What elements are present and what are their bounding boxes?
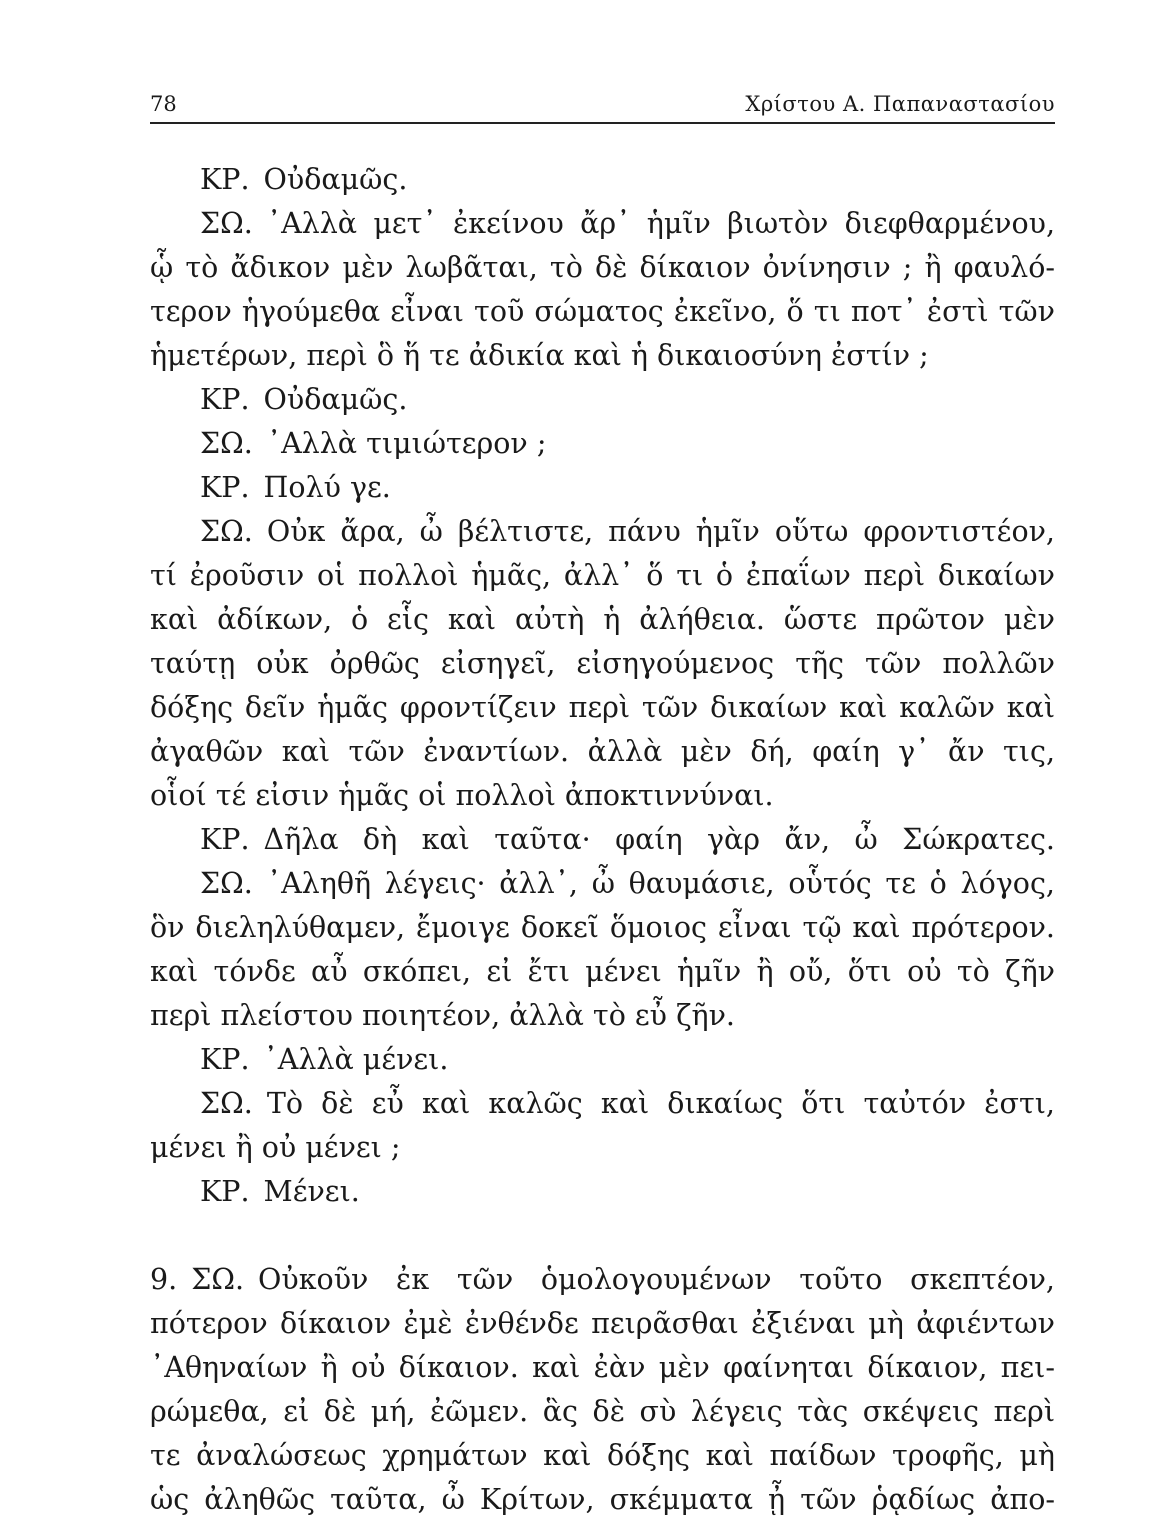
text-line: ρώμεθα, εἰ δὲ μή, ἐῶμεν. ἃς δὲ σὺ λέγεις τὰς σκέψεις περὶ [150,1395,1055,1428]
text-line: ὃν διεληλύθαμεν, ἔμοιγε δοκεῖ ὅμοιος εἶναι τῷ καὶ πρότερον. [150,911,1055,944]
speaker-label: ΚΡ. [200,1175,250,1208]
page-number: 78 [150,92,177,116]
speech-text: ᾿Αλλὰ μετ᾿ ἐκείνου ἄρ᾿ ἡμῖν βιωτὸν διεφθαρμένου, [266,207,1055,240]
text-line: ὡς ἀληθῶς ταῦτα, ὦ Κρίτων, σκέμματα ᾖ τῶν ῥᾳδίως ἀπο- [150,1483,1055,1516]
running-title: Χρίστου Α. Παπαναστασίου [745,92,1055,116]
speaker-label: ΚΡ. [200,471,250,504]
section-line [150,1258,1055,1302]
speaker-label: ΣΩ. [200,427,253,460]
speech-text: ᾿Αλλὰ μένει. [263,1043,449,1076]
dialogue-text [150,158,1055,1522]
speaker-label: ΣΩ. [200,1087,253,1120]
speaker-label: ΚΡ. [200,1043,250,1076]
speech-text: ᾿Αληθῆ λέγεις· ἀλλ᾿, ὦ θαυμάσιε, οὗτός τε ὁ λόγος, [266,867,1055,900]
speech-text: Οὐδαμῶς. [263,163,408,196]
speaker-label: ΣΩ. [200,515,253,548]
speech-text: Πολύ γε. [263,471,391,504]
text-line: τερον ἡγούμεθα εἶναι τοῦ σώματος ἐκεῖνο, ὅ τι ποτ᾿ ἐστὶ τῶν [150,295,1055,328]
text-line: ᾧ τὸ ἄδικον μὲν λωβᾶται, τὸ δὲ δίκαιον ὀνίνησιν ; ἢ φαυλό- [150,251,1055,284]
speaker-label: ΚΡ. [200,383,250,416]
speech-line [150,862,1055,906]
speech-line [150,510,1055,554]
text-line: ταύτῃ οὐκ ὀρθῶς εἰσηγεῖ, εἰσηγούμενος τῆς τῶν πολλῶν [150,647,1055,680]
text-line: καὶ τόνδε αὖ σκόπει, εἰ ἔτι μένει ἡμῖν ἢ οὔ, ὅτι οὐ τὸ ζῆν [150,955,1055,988]
speaker-label: ΣΩ. [200,207,253,240]
text-line: καὶ ἀδίκων, ὁ εἷς καὶ αὐτὴ ἡ ἀλήθεια. ὥστε πρῶτον μὲν [150,603,1055,636]
text-line: μένει ἢ οὐ μένει ; [150,1131,401,1164]
speech-line [150,158,1055,202]
speech-text: Οὐκοῦν ἐκ τῶν ὁμολογουμένων τοῦτο σκεπτέον, [258,1263,1055,1296]
speech-text: Οὐκ ἄρα, ὦ βέλτιστε, πάνυ ἡμῖν οὕτω φροντιστέον, [266,515,1055,548]
text-line: δόξης δεῖν ἡμᾶς φροντίζειν περὶ τῶν δικαίων καὶ καλῶν καὶ [150,691,1055,724]
text-line: τί ἐροῦσιν οἱ πολλοὶ ἡμᾶς, ἀλλ᾿ ὅ τι ὁ ἐπαΐων περὶ δικαίων [150,559,1055,592]
speaker-label: ΚΡ. [200,163,250,196]
speech-line [150,422,1055,466]
speech-text: ᾿Αλλὰ τιμιώτερον ; [266,427,547,460]
page-header [150,92,1055,124]
speech-text: Μένει. [263,1175,360,1208]
speech-line [150,818,1055,862]
speech-line [150,466,1055,510]
speech-text: Δῆλα δὴ καὶ ταῦτα· φαίη γὰρ ἄν, ὦ Σώκρατες. [263,823,1055,856]
speech-line [150,1170,1055,1214]
speech-line [150,1038,1055,1082]
text-line: ἡμετέρων, περὶ ὃ ἥ τε ἀδικία καὶ ἡ δικαιοσύνη ἐστίν ; [150,339,929,372]
text-line: οἷοί τέ εἰσιν ἡμᾶς οἱ πολλοὶ ἀποκτιννύναι. [150,779,774,812]
speech-line [150,1082,1055,1126]
speech-text: Τὸ δὲ εὖ καὶ καλῶς καὶ δικαίως ὅτι ταὐτόν ἐστι, [266,1087,1055,1120]
speech-line [150,378,1055,422]
section-number: 9. [150,1263,178,1296]
speech-text: Οὐδαμῶς. [263,383,408,416]
speaker-label: ΚΡ. [200,823,250,856]
text-line: ἀγαθῶν καὶ τῶν ἐναντίων. ἀλλὰ μὲν δή, φαίη γ᾿ ἄν τις, [150,735,1055,768]
paragraph-gap [150,1214,1055,1258]
text-line: τε ἀναλώσεως χρημάτων καὶ δόξης καὶ παίδων τροφῆς, μὴ [150,1439,1055,1472]
speech-line [150,202,1055,246]
speaker-label: ΣΩ. [200,867,253,900]
text-line: πότερον δίκαιον ἐμὲ ἐνθένδε πειρᾶσθαι ἐξιέναι μὴ ἀφιέντων [150,1307,1055,1340]
text-line: ᾿Αθηναίων ἢ οὐ δίκαιον. καὶ ἐὰν μὲν φαίνηται δίκαιον, πει- [150,1351,1055,1384]
text-line: περὶ πλείστου ποιητέον, ἀλλὰ τὸ εὖ ζῆν. [150,999,735,1032]
speaker-label: ΣΩ. [191,1263,245,1296]
